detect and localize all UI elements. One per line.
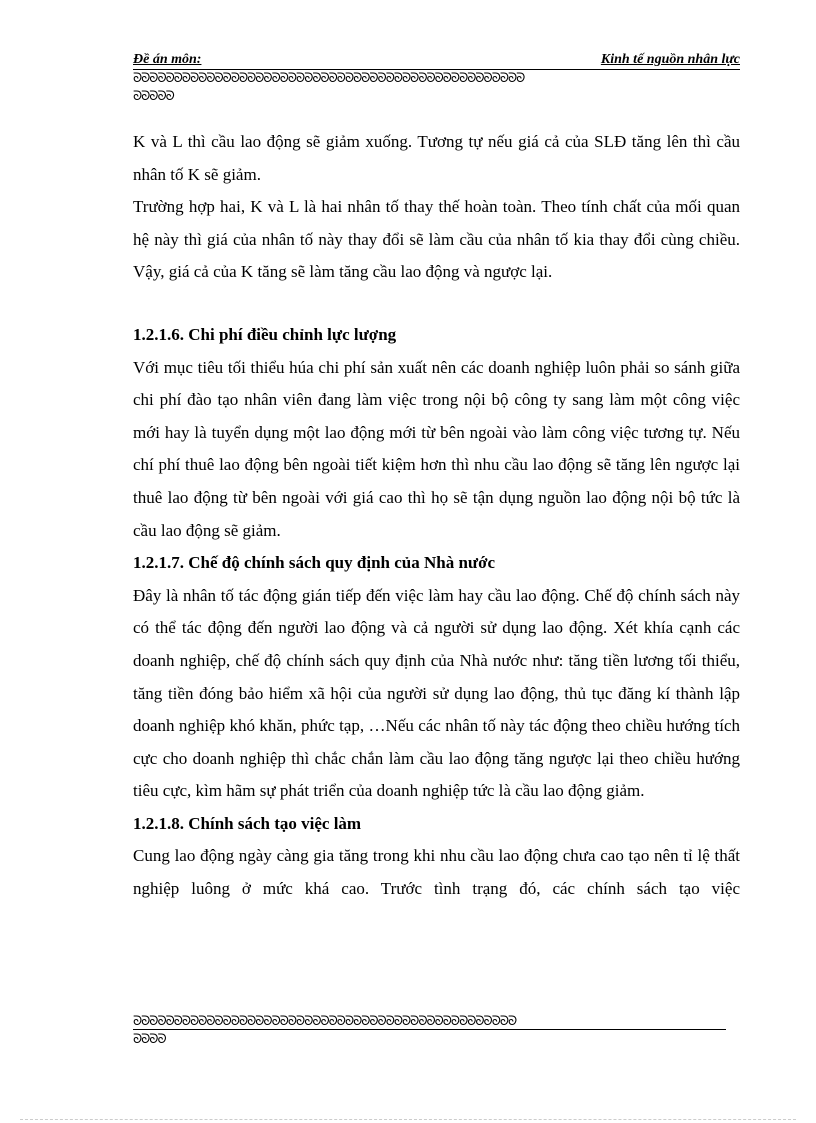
page-header (133, 52, 740, 70)
section-heading: 1.2.1.7. Chế độ chính sách quy định của Nhà nước (133, 553, 496, 573)
paragraph: Với mục tiêu tối thiểu húa chi phí sản xuất nên các doanh nghiệp luôn phải so sánh giữa chi phí đào tạo nhân viên đang làm việc trong nội bộ công ty sang làm một công việc mới hay là tuyển dụng một lao động mới từ bên ngoài vào làm công việc tương tự. Nếu chí phí thuê lao động bên ngoài tiết kiệm hơn thì nhu cầu lao động sẽ tăng lên ngược lại thuê lao động từ bên ngoài với giá cao thì họ sẽ tận dụng nguồn lao động nội bộ tức là cầu lao động sẽ giảm. (133, 357, 740, 540)
document-body (133, 126, 740, 906)
section-heading: 1.2.1.8. Chính sách tạo việc làm (133, 813, 362, 833)
header-course-label: Đề án môn: (133, 52, 202, 67)
header-ornament-border: ᘐᘐᘐᘐᘐᘐᘐᘐᘐᘐᘐᘐᘐᘐᘐᘐᘐᘐᘐᘐᘐᘐᘐᘐᘐᘐᘐᘐᘐᘐᘐᘐᘐᘐᘐᘐᘐᘐᘐᘐᘐᘐᘐᘐᘐᘐᘐᘐ (133, 71, 525, 86)
footer-ornament-border: ᘐᘐᘐᘐᘐᘐᘐᘐᘐᘐᘐᘐᘐᘐᘐᘐᘐᘐᘐᘐᘐᘐᘐᘐᘐᘐᘐᘐᘐᘐᘐᘐᘐᘐᘐᘐᘐᘐᘐᘐᘐᘐᘐᘐᘐᘐᘐ (133, 1014, 726, 1030)
header-subject-title: Kinh tế nguồn nhân lực (600, 52, 740, 67)
header-ornament-border-tail: ᘐᘐᘐᘐᘐ (133, 89, 174, 104)
paragraph: Đây là nhân tố tác động gián tiếp đến việc làm hay cầu lao động. Chế độ chính sách này có thể tác động đến người lao động và cả người sử dụng lao động. Xét khía cạnh các doanh nghiệp, chế độ chính sách quy định của Nhà nước như: tăng tiền lương tối thiểu, tăng tiền đóng bảo hiểm xã hội của người sử dụng lao động, thủ tục đăng kí thành lập doanh nghiệp khó khăn, phức tạp, …Nếu các nhân tố này tác động theo chiều hướng tích cực cho doanh nghiệp thì chắc chắn làm cầu lao động tăng ngược lại theo chiều hướng tiêu cực, kìm hãm sự phát triển của doanh nghiệp tức là cầu lao động giảm. (133, 585, 740, 801)
page-bottom-divider (20, 1119, 796, 1120)
spacer (133, 289, 740, 319)
paragraph: Cung lao động ngày càng gia tăng trong khi nhu cầu lao động chưa cao tạo nên tỉ lệ thất nghiệp luông ở mức khá cao. Trước tình trạng đó, các chính sách tạo việc (133, 846, 740, 899)
paragraph: K và L thì cầu lao động sẽ giảm xuống. Tương tự nếu giá cả của SLĐ tăng lên thì cầu nhân tố K sẽ giảm. (133, 132, 740, 184)
footer-ornament-border-tail: ᘐᘐᘐᘐ (133, 1032, 166, 1047)
section-heading: 1.2.1.6. Chi phí điều chỉnh lực lượng (133, 324, 397, 344)
paragraph: Trường hợp hai, K và L là hai nhân tố thay thế hoàn toàn. Theo tính chất của mối quan hệ này thì giá của nhân tố này thay đổi sẽ làm cầu của nhân tố kia thay đổi cùng chiều. Vậy, giá cả của K tăng sẽ làm tăng cầu lao động và ngược lại. (133, 197, 740, 282)
